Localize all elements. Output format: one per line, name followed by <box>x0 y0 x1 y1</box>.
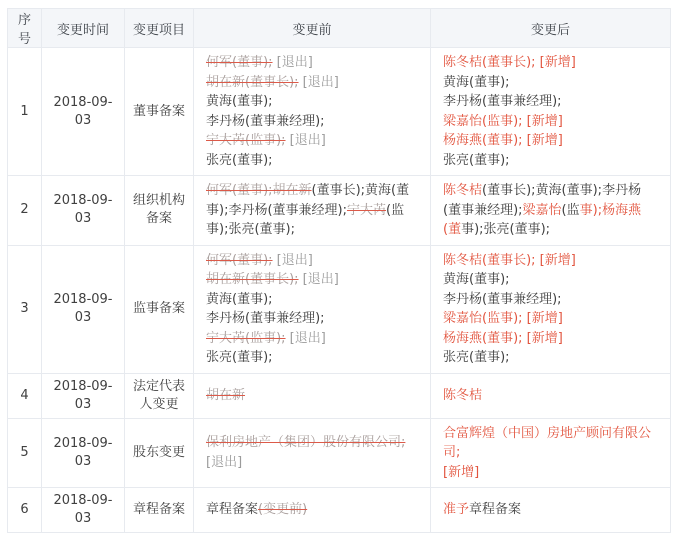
change-line <box>206 433 418 472</box>
change-line <box>206 151 418 171</box>
date-cell: 2018-09-03 <box>42 418 125 488</box>
change-line <box>206 53 418 73</box>
change-line <box>206 92 418 112</box>
text-segment-new: 准予 <box>443 502 470 518</box>
change-line <box>443 463 658 483</box>
change-line <box>443 151 658 171</box>
header-date: 变更时间 <box>42 9 125 48</box>
table-row <box>8 48 671 176</box>
before-cell <box>194 176 431 246</box>
change-line <box>443 251 658 271</box>
date-cell: 2018-09-03 <box>42 245 125 373</box>
text-segment-struck: (变更前) <box>258 502 308 518</box>
text-segment-struck: 胡在新(董事长); <box>206 74 299 90</box>
before-cell <box>194 488 431 533</box>
text-segment-new: 梁嘉怡(监事); [新增] <box>443 311 563 326</box>
text-segment-normal: 事);张亮(董事); <box>461 222 551 237</box>
text-segment-normal: 章程备案 <box>469 502 522 518</box>
change-line <box>206 112 418 132</box>
text-segment-new: 杨海燕(董事); [新增] <box>443 133 563 148</box>
text-segment-exit: [退出] <box>206 454 243 470</box>
text-segment-new: [新增] <box>443 464 480 480</box>
project-cell: 法定代表人变更 <box>125 373 194 418</box>
text-segment-normal: 张亮(董事); <box>443 350 510 365</box>
change-line <box>443 329 658 349</box>
text-segment-normal: 张亮(董事); <box>443 152 510 168</box>
text-segment-new: 杨海燕(董事); [新增] <box>443 330 563 346</box>
header-before: 变更前 <box>194 9 431 48</box>
text-segment-new: 梁嘉怡 <box>522 202 562 218</box>
header-after: 变更后 <box>431 9 671 48</box>
table-row <box>8 245 671 373</box>
text-segment-normal: (董事长);黄海(董事);李丹杨(董事兼经理); <box>443 183 642 218</box>
change-line <box>206 131 418 151</box>
seq-cell: 2 <box>8 176 42 246</box>
change-line <box>443 424 658 463</box>
text-segment-normal: 李丹杨(董事兼经理); <box>443 94 562 109</box>
date-cell: 2018-09-03 <box>42 176 125 246</box>
after-cell <box>431 245 671 373</box>
text-segment-struck: 何军(董事); <box>206 55 273 70</box>
change-line <box>206 270 418 290</box>
table-header <box>8 9 671 48</box>
before-cell <box>194 48 431 176</box>
text-segment-exit: [退出] <box>298 272 339 287</box>
seq-cell: 4 <box>8 373 42 418</box>
change-line <box>443 73 658 93</box>
text-segment-normal: (监事);张亮(董事); <box>206 202 405 237</box>
change-line <box>206 181 418 240</box>
change-line <box>443 348 658 368</box>
change-line <box>443 500 658 520</box>
seq-cell: 6 <box>8 488 42 533</box>
text-segment-exit: [退出] <box>285 330 326 346</box>
table-row <box>8 176 671 246</box>
date-cell: 2018-09-03 <box>42 373 125 418</box>
text-segment-struck: 宁大芮 <box>346 202 386 218</box>
text-segment-exit: [退出] <box>285 133 326 148</box>
text-segment-struck: 宁大芮(监事); <box>206 330 286 346</box>
seq-cell: 5 <box>8 418 42 488</box>
change-line <box>206 73 418 93</box>
date-cell: 2018-09-03 <box>42 48 125 176</box>
text-segment-struck: 保利房地产（集团）股份有限公司; <box>206 435 406 451</box>
change-line <box>443 270 658 290</box>
text-segment-new: 合富辉煌（中国）房地产顾问有限公司; <box>443 425 652 460</box>
table-row <box>8 418 671 488</box>
text-segment-exit: [退出] <box>298 74 339 90</box>
change-line <box>206 500 418 520</box>
seq-cell: 3 <box>8 245 42 373</box>
project-cell: 章程备案 <box>125 488 194 533</box>
text-segment-struck: 胡在新 <box>206 387 246 403</box>
text-segment-new: 陈冬桔 <box>443 387 483 403</box>
text-segment-normal: 张亮(董事); <box>206 152 273 168</box>
project-cell: 组织机构备案 <box>125 176 194 246</box>
text-segment-normal: 李丹杨(董事兼经理); <box>206 113 325 129</box>
table-row <box>8 373 671 418</box>
change-line <box>206 329 418 349</box>
text-segment-struck: 胡在新(董事长); <box>206 272 299 287</box>
date-cell: 2018-09-03 <box>42 488 125 533</box>
after-cell <box>431 48 671 176</box>
text-segment-struck: 宁大芮(监事); <box>206 133 286 148</box>
table-body <box>8 48 671 533</box>
text-segment-new: 陈冬桔(董事长); [新增] <box>443 55 576 70</box>
text-segment-normal: 黄海(董事); <box>443 272 510 287</box>
change-line <box>206 348 418 368</box>
change-line <box>443 290 658 310</box>
change-line <box>443 309 658 329</box>
text-segment-exit: [退出] <box>272 252 313 268</box>
text-segment-normal: 章程备案 <box>206 502 259 518</box>
change-record-panel <box>7 8 671 533</box>
text-segment-exit: [退出] <box>272 55 313 70</box>
before-cell <box>194 373 431 418</box>
change-line <box>443 112 658 132</box>
change-line <box>206 290 418 310</box>
after-cell <box>431 488 671 533</box>
text-segment-normal: 李丹杨(董事兼经理); <box>443 291 562 307</box>
change-line <box>443 131 658 151</box>
change-record-table <box>7 8 671 533</box>
text-segment-normal: 黄海(董事); <box>206 94 273 109</box>
text-segment-normal: 黄海(董事); <box>206 291 273 307</box>
change-line <box>443 92 658 112</box>
after-cell <box>431 373 671 418</box>
project-cell: 监事备案 <box>125 245 194 373</box>
project-cell: 股东变更 <box>125 418 194 488</box>
text-segment-normal: (董事长);黄海(董事);李丹杨(董事兼经理); <box>206 183 410 218</box>
change-line <box>443 181 658 240</box>
after-cell <box>431 176 671 246</box>
change-line <box>206 251 418 271</box>
change-line <box>443 386 658 406</box>
text-segment-normal: 张亮(董事); <box>206 350 273 365</box>
change-line <box>443 53 658 73</box>
change-line <box>206 309 418 329</box>
header-project: 变更项目 <box>125 9 194 48</box>
seq-cell: 1 <box>8 48 42 176</box>
change-line <box>206 386 418 406</box>
text-segment-new: 陈冬桔 <box>443 183 483 198</box>
table-row <box>8 488 671 533</box>
text-segment-new: 陈冬桔(董事长); [新增] <box>443 252 576 268</box>
header-seq: 序号 <box>8 9 42 48</box>
before-cell <box>194 418 431 488</box>
project-cell: 董事备案 <box>125 48 194 176</box>
text-segment-struck: 何军(董事);胡在新 <box>206 183 312 198</box>
after-cell <box>431 418 671 488</box>
text-segment-normal: 黄海(董事); <box>443 74 510 90</box>
text-segment-struck: 何军(董事); <box>206 252 273 268</box>
text-segment-new: 事);杨海燕(董 <box>443 202 642 237</box>
text-segment-normal: (监 <box>561 202 580 218</box>
before-cell <box>194 245 431 373</box>
text-segment-new: 梁嘉怡(监事); [新增] <box>443 113 563 129</box>
text-segment-normal: 李丹杨(董事兼经理); <box>206 311 325 326</box>
